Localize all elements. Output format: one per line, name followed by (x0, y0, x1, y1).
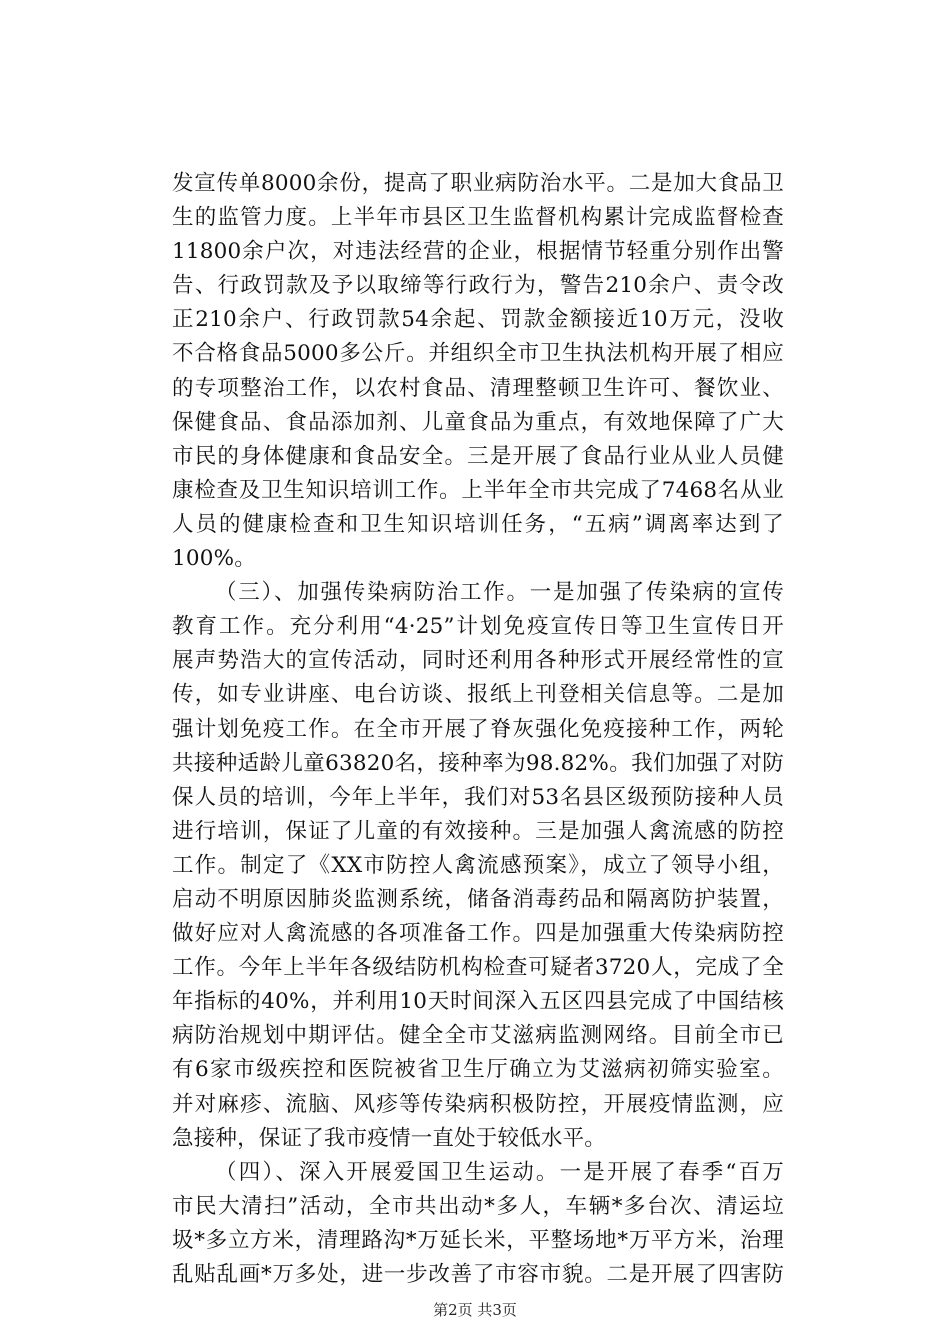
text-line: 做好应对人禽流感的各项准备工作。四是加强重大传染病防控 (172, 921, 784, 947)
text-line: 保人员的培训，今年上半年，我们对53名县区级预防接种人员 (172, 784, 784, 810)
text-line: （四）、深入开展爱国卫生运动。一是开展了春季“百万 (215, 1159, 784, 1185)
text-line: 11800余户次，对违法经营的企业，根据情节轻重分别作出警 (172, 239, 784, 265)
text-line: 乱贴乱画*万多处，进一步改善了市容市貌。二是开展了四害防 (172, 1262, 784, 1287)
text-line: 生的监管力度。上半年市县区卫生监督机构累计完成监督检查 (172, 205, 784, 231)
text-line: 共接种适龄儿童63820名，接种率为98.82%。我们加强了对防 (172, 750, 784, 776)
text-line: 市民大清扫”活动，全市共出动*多人，车辆*多台次、清运垃 (172, 1193, 784, 1219)
text-line: 传，如专业讲座、电台访谈、报纸上刊登相关信息等。二是加 (172, 682, 784, 708)
text-line: 人员的健康检查和卫生知识培训任务，“五病”调离率达到了 (172, 511, 784, 537)
text-line: 强计划免疫工作。在全市开展了脊灰强化免疫接种工作，两轮 (172, 716, 784, 742)
text-line: 并对麻疹、流脑、风疹等传染病积极防控，开展疫情监测，应 (172, 1091, 784, 1117)
text-line: 病防治规划中期评估。健全全市艾滋病监测网络。目前全市已 (172, 1023, 784, 1049)
text-line: 教育工作。充分利用“4·25”计划免疫宣传日等卫生宣传日开 (172, 614, 784, 640)
page-footer: 第2页 共3页 (433, 1301, 517, 1319)
text-line: 保健食品、食品添加剂、儿童食品为重点，有效地保障了广大 (172, 409, 784, 435)
text-line: 康检查及卫生知识培训工作。上半年全市共完成了7468名从业 (172, 477, 784, 503)
text-line: 告、行政罚款及予以取缔等行政行为，警告210余户、责令改 (172, 273, 784, 299)
text-line: 的专项整治工作，以农村食品、清理整顿卫生许可、餐饮业、 (172, 375, 784, 401)
text-line: 发宣传单8000余份，提高了职业病防治水平。二是加大食品卫 (172, 171, 784, 196)
text-line: 年指标的40%，并利用10天时间深入五区四县完成了中国结核 (172, 989, 784, 1015)
text-line: 工作。今年上半年各级结防机构检查可疑者3720人，完成了全 (172, 955, 784, 981)
text-line: 圾*多立方米，清理路沟*万延长米，平整场地*万平方米，治理 (172, 1227, 784, 1253)
document-body (172, 167, 784, 1292)
text-line: 启动不明原因肺炎监测系统，储备消毒药品和隔离防护装置， (172, 886, 784, 912)
text-line: 正210余户、行政罚款54余起、罚款金额接近10万元，没收 (172, 307, 784, 333)
text-line: 有6家市级疾控和医院被省卫生厅确立为艾滋病初筛实验室。 (172, 1057, 784, 1083)
text-line: 急接种，保证了我市疫情一直处于较低水平。 (172, 1125, 607, 1151)
text-line: 不合格食品5000多公斤。并组织全市卫生执法机构开展了相应 (172, 341, 784, 367)
text-line: 工作。制定了《XX市防控人禽流感预案》，成立了领导小组， (172, 852, 784, 878)
text-line: 进行培训，保证了儿童的有效接种。三是加强人禽流感的防控 (172, 818, 784, 844)
text-line: 100%。 (172, 546, 256, 572)
text-line: （三）、加强传染病防治工作。一是加强了传染病的宣传 (215, 580, 784, 606)
text-line: 市民的身体健康和食品安全。三是开展了食品行业从业人员健 (172, 443, 784, 469)
text-line: 展声势浩大的宣传活动，同时还利用各种形式开展经常性的宣 (172, 648, 784, 674)
